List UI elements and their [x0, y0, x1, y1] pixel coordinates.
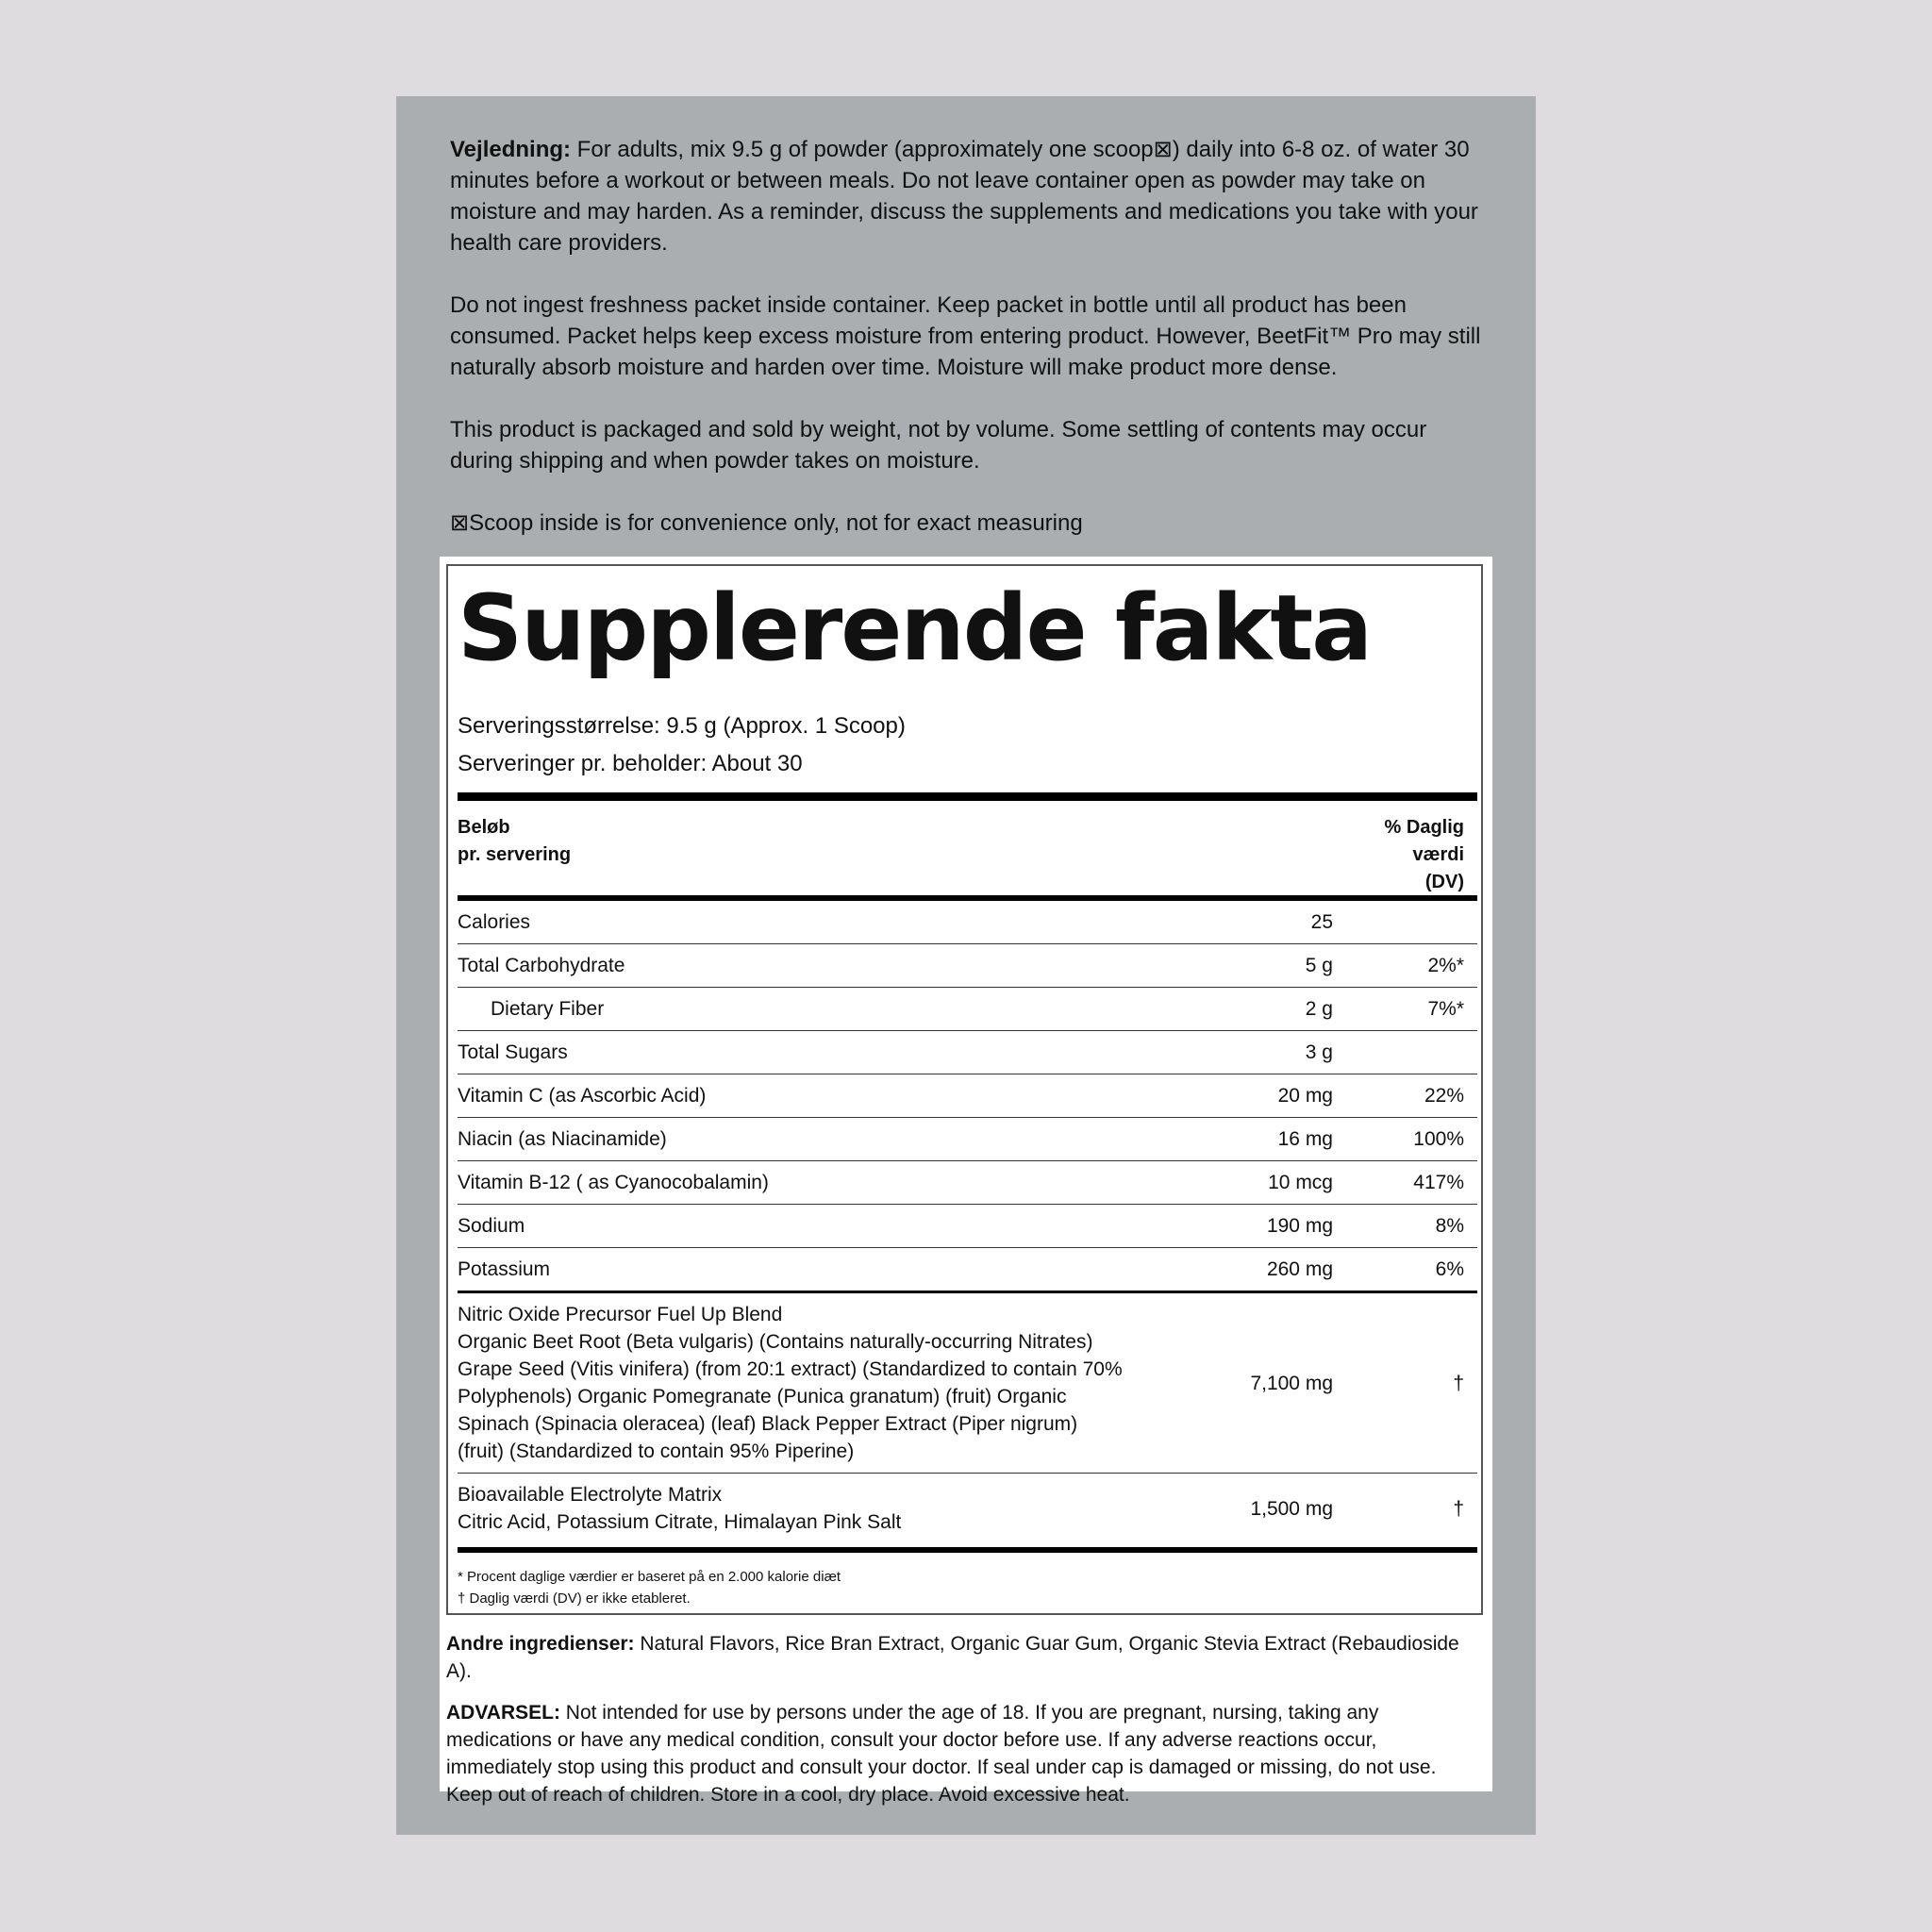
amount-header: Beløb	[458, 817, 510, 838]
nutrient-rows	[458, 901, 1477, 1291]
facts-header	[458, 801, 1477, 895]
nutrient-amount: 2 g	[1305, 997, 1333, 1020]
blend-amount: 7,100 mg	[1250, 1372, 1333, 1394]
nutrient-dv: 8%	[1435, 1214, 1464, 1237]
weight-paragraph: This product is packaged and sold by weight, not by volume. Some settling of contents may occur during shipping and when powder takes on moisture.	[450, 417, 1427, 474]
nutrient-dv: 100%	[1413, 1127, 1464, 1150]
nutrient-row	[458, 901, 1477, 944]
nutrient-name: Total Carbohydrate	[458, 954, 625, 976]
nutrient-row	[458, 1205, 1477, 1248]
nutrient-dv: 417%	[1413, 1171, 1464, 1193]
nutrient-amount: 190 mg	[1266, 1214, 1333, 1237]
nutrient-dv: 22%	[1424, 1084, 1464, 1107]
electrolyte-dv: †	[1453, 1497, 1464, 1520]
nutrient-row	[458, 1031, 1477, 1074]
nutrient-row	[458, 1074, 1477, 1118]
thick-divider	[458, 792, 1477, 801]
other-ingredients	[446, 1630, 1484, 1685]
warning-text: Not intended for use by persons under the age of 18. If you are pregnant, nursing, taking any medications or have any medical condition, consult your doctor before use. If any adverse reactions occur, immediately stop using this product and consult your doctor. If seal under cap is damaged or missing, do not use. Keep out of reach of children. Store in a cool, dry place. Avoid excessive heat.	[446, 1702, 1437, 1806]
facts-title: Supplerende fakta	[458, 575, 1372, 681]
nutrient-row	[458, 1161, 1477, 1205]
blend-description: Organic Beet Root (Beta vulgaris) (Contains naturally-occurring Nitrates) Grape Seed (Vitis vinifera) (from 20:1 extract) (Standardized to contain 70% Polyphenols) Organic Pomegranate (Punica granatum) (fruit) Organic Spinach (Spinacia oleracea) (leaf) Black Pepper Extract (Piper nigrum) (fruit) (Standardized to contain 95% Piperine)	[458, 1331, 1123, 1462]
scoop-note: ⊠Scoop inside is for convenience only, not for exact measuring	[450, 510, 1083, 536]
directions-paragraph	[450, 134, 1488, 258]
dv-header: % Daglig værdi (DV)	[1384, 817, 1464, 892]
nutrient-name: Vitamin B-12 ( as Cyanocobalamin)	[458, 1171, 769, 1193]
other-info	[446, 1630, 1484, 1823]
electrolyte-row	[458, 1474, 1477, 1543]
nutrient-amount: 25	[1310, 910, 1333, 933]
nutrient-amount: 20 mg	[1277, 1084, 1333, 1107]
nutrient-amount: 260 mg	[1266, 1257, 1333, 1280]
footer-divider	[458, 1547, 1477, 1553]
warning-label: ADVARSEL:	[446, 1702, 560, 1724]
serving-info	[458, 708, 1477, 783]
nutrient-row	[458, 1248, 1477, 1291]
nutrient-dv: 2%*	[1427, 954, 1464, 976]
nutrient-dv: 7%*	[1427, 997, 1464, 1020]
electrolyte-description: Citric Acid, Potassium Citrate, Himalayan Pink Salt	[458, 1511, 902, 1533]
directions-section	[450, 134, 1488, 570]
nutrient-amount: 5 g	[1305, 954, 1333, 976]
serving-size: Serveringsstørrelse: 9.5 g (Approx. 1 Scoop)	[458, 713, 906, 739]
nutrient-amount: 3 g	[1305, 1041, 1333, 1063]
other-ingredients-label: Andre ingredienser:	[446, 1633, 635, 1655]
nutrient-row	[458, 988, 1477, 1031]
blend-row	[458, 1293, 1477, 1474]
electrolyte-name: Bioavailable Electrolyte Matrix	[458, 1484, 723, 1506]
footnote-dv-not-established: † Daglig værdi (DV) er ikke etableret.	[458, 1591, 691, 1607]
directions-text: For adults, mix 9.5 g of powder (approximately one scoop⊠) daily into 6-8 oz. of water 30 minutes before a workout or between meals. Do not leave container open as powder may take on moisture and may harden. As a reminder, discuss the supplements and medications you take with your health care providers.	[450, 137, 1478, 256]
nutrient-name: Dietary Fiber	[491, 997, 605, 1020]
nutrient-name: Sodium	[458, 1214, 525, 1237]
nutrient-row	[458, 944, 1477, 988]
nutrient-row	[458, 1118, 1477, 1161]
nutrient-name: Vitamin C (as Ascorbic Acid)	[458, 1084, 707, 1107]
warning	[446, 1699, 1484, 1808]
footnote-dv-basis: * Procent daglige værdier er baseret på en 2.000 kalorie diæt	[458, 1569, 841, 1585]
blend-name: Nitric Oxide Precursor Fuel Up Blend	[458, 1304, 783, 1325]
supplement-facts-panel	[446, 564, 1483, 1615]
per-serving-header: pr. servering	[458, 844, 572, 865]
nutrient-amount: 10 mcg	[1268, 1171, 1333, 1193]
other-ingredients-text: Natural Flavors, Rice Bran Extract, Organic Guar Gum, Organic Stevia Extract (Rebaudioside A).	[446, 1633, 1459, 1682]
nutrient-name: Potassium	[458, 1257, 551, 1280]
nutrient-dv: 6%	[1435, 1257, 1464, 1280]
freshness-paragraph: Do not ingest freshness packet inside container. Keep packet in bottle until all product has been consumed. Packet helps keep excess moisture from entering product. However, BeetFit™ Pro may still naturally absorb moisture and harden over time. Moisture will make product more dense.	[450, 292, 1481, 380]
nutrient-name: Total Sugars	[458, 1041, 568, 1063]
footnotes	[458, 1566, 1477, 1609]
blend-dv: †	[1453, 1372, 1464, 1394]
directions-label: Vejledning:	[450, 137, 572, 162]
nutrient-name: Niacin (as Niacinamide)	[458, 1127, 667, 1150]
servings-per-container: Serveringer pr. beholder: About 30	[458, 751, 803, 776]
electrolyte-amount: 1,500 mg	[1250, 1497, 1333, 1520]
nutrient-amount: 16 mg	[1277, 1127, 1333, 1150]
nutrient-name: Calories	[458, 910, 531, 933]
